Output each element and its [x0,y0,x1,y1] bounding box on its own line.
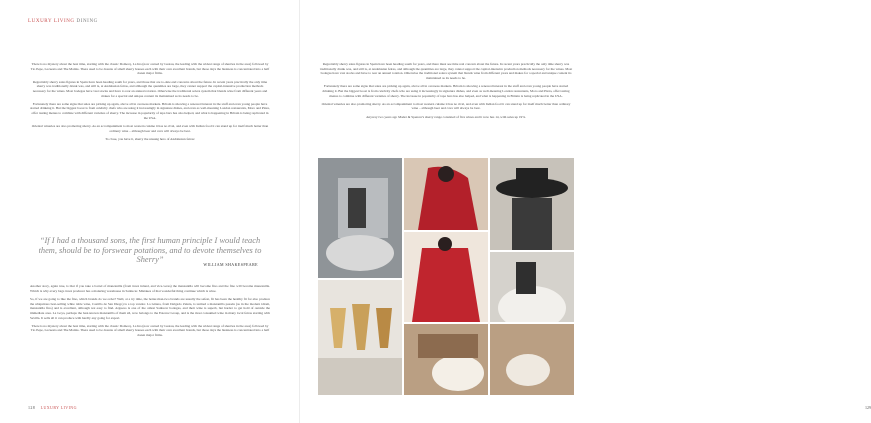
right-folio [865,405,871,410]
page-number: 129 [865,405,871,410]
photo-collage [318,158,574,395]
right-column [318,62,574,123]
left-page [0,0,300,423]
paragraph: Anyway two years ago Mader & Spencer's sherry range consisted of five wines and it now has 14, with sales up 19%. [366,114,526,119]
page-number: 128 [28,405,36,410]
header-section: LUXURY LIVING [28,19,75,24]
folio-label: LUXURY LIVING [40,405,77,410]
photo-collage-art [318,158,574,395]
paragraph: Another story, again true, is that if you take a barrel of manzanilla (from Jerez inland, and vice-versa) the manzanilla will become fino and the fino will become manzanilla. Which is why every bags Jerez producer has a maturing warehouse in Sanlucar. Mistakes of that wonderful thing continue which is wine. [30,284,270,293]
paragraph: There is no mystery about the best time, starting with the classic Domecq, La Ina (now owned by Lustau, the leading with the widest range of sherries in the area) followed by Tio Pepe, Lacuesta and The Matins. There used to be dozens of small sherry houses each with their own excellent brands, but those days the business is concentrated into a half dozen major firms. [30,62,270,76]
paragraph: Regrettably sherry sales figures in Spain have been heading south for years, and those that are to-date end concerns about the future. In recent years practically the only time sherry was traditionally drunk was, and still is, at Andalusian feiras, and although the quantities are large, they cannot support the capital-intensive production methods necessary for the wines. Most bodegas have vast stocks and have to rear an annual rotation. Otherwise the traditional solera system that blends wine from different years and makes for a special and unique content its maintained as its needs to be. [32,79,268,98]
header-subsection: DINING [76,19,98,24]
pull-quote: “If I had a thousand sons, the first human principle I would teach them, should be to forswear potations, and to devote themselves to Sherry” [38,236,262,265]
paragraph: Oriental wineries are also promoting sherry. As an accompaniment to most western cuisine it has no rival, and even with Indian food it can stand up for itself much better than ordinary wine – although beer and cava will always be best. [321,101,571,111]
paragraph: Regrettably sherry sales figures in Spain have been heading south for years, and there must see time real concern about the future. In recent years practically the only time sherry was traditionally drunk was, and still is, at Andalusian feiras, and although the quantities are large, they cannot support the capital-intensive production methods necessary for the wines. Most bodegas have vast stocks and have to rear an annual rotation. Otherwise the traditional solera system that blends wine from different years and makes for a special and unique content its maintained as its needs to be. [319,62,573,81]
running-header [28,19,98,24]
left-column-top [30,62,270,145]
paragraph: To close, you have it, sherry the unsung hero of Andalusian feiras: [105,136,195,141]
left-folio [28,405,77,410]
paragraph: Fortunately there are some signs that sales are picking up again, above all in overseas markets. Britain is showing a renewed interest in the stuff and even young people have started drinking it. But the biggest boost is from celebrity chefs who are using it increasingly in signature dishes, and even as well-meaning London restaurants, Moro and Pizza, offer tasting menus to combine with different varieties of sherry. The increase in popularity of tapa bars has also helped, and what is happening in Britain is being replicated in the USA. [322,84,570,98]
paragraph: So, if we are going to like the fino, which brands do we order? Well, at a try time, the better-than-two brands are usually the safest, fit has been the healthy fit for also produce the ubiquitous best-selling white table wine, Castillo de San Diego) is a top vendor. La Gitana, from Delgado Zuleta, is termed a manzanilla pasada (as in the modern idiom, manzanilla fino) and is excellent, although not easy to find. Argueso is one of the oldest Sanlucar bodegas, and their wine is superb, but harder to get hold of outside the immediate area. La Goya, perhaps the best-known manzanilla of them all, now belongs to the Estevez Group, and is the most consumed wine in many local feiras starting with Sevilla. It sells all it can produce with hardly any going for export. [30,296,270,320]
quote-attribution: WILLIAM SHAKESPEARE [203,262,258,267]
left-column-bottom [30,284,270,341]
paragraph: There is no mystery about the best time, starting with the classic Domecq, La Ina (now owned by Lustau, the leading with the widest range of sherries in the area) followed by Tio Pepe, Lacuesta and The Matins. There used to be dozens of small sherry houses each with their own excellent brands, but those days the business is concentrated into a half dozen major firms. [30,323,270,338]
paragraph: Fortunately there are some signs that sales are picking up again, above all in overseas markets. Britain is showing a renewed interest in the stuff and even young people have started drinking it. But the biggest boost is from celebrity chefs who are using it increasingly in signature dishes, and even as well-meaning London restaurants, Moro and Pizza, offer tasting menus to combine with different varieties of sherry. The increase in popularity of tapa bars has also helped, and what is happening in Britain is being replicated in the USA. [30,101,270,120]
paragraph: Oriental wineries are also promoting sherry. As an accompaniment to most western cuisine it has no rival, and even with Indian food it can stand up for itself much better than ordinary wine – although beer and cava will always be best. [31,123,269,133]
